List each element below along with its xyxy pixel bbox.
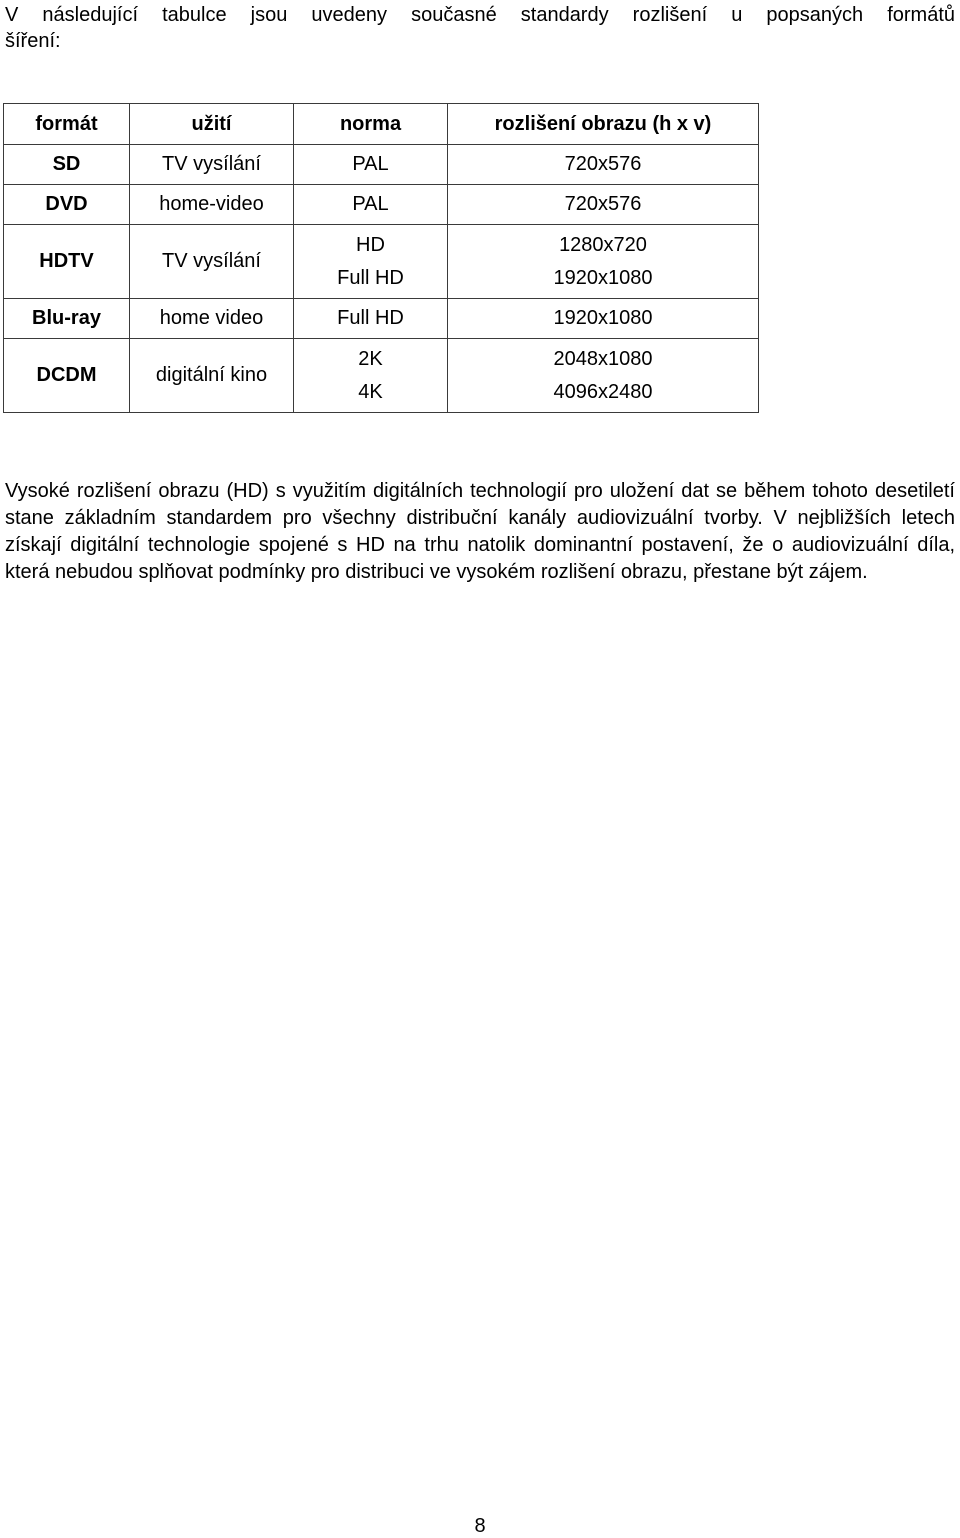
header-resolution: rozlišení obrazu (h x v): [448, 104, 759, 145]
table-row: [4, 185, 759, 225]
formats-table: [3, 103, 759, 413]
cell-resolution: [448, 225, 759, 299]
cell-resolution: 1920x1080: [448, 299, 759, 339]
cell-format: DCDM: [4, 339, 130, 413]
header-norm: norma: [294, 104, 448, 145]
table-row: [4, 299, 759, 339]
resolution-line: 4096x2480: [553, 380, 653, 403]
cell-format: SD: [4, 145, 130, 185]
cell-use: TV vysílání: [130, 225, 294, 299]
cell-use: home-video: [130, 185, 294, 225]
cell-norm: Full HD: [294, 299, 448, 339]
cell-resolution: 720x576: [448, 145, 759, 185]
norm-line: 4K: [358, 380, 383, 403]
intro-line-2: šíření:: [5, 30, 61, 52]
table-row: [4, 339, 759, 413]
cell-norm: [294, 339, 448, 413]
header-format: formát: [4, 104, 130, 145]
table-header-row: [4, 104, 759, 145]
intro-line-1: V následující tabulce jsou uvedeny současné standardy rozlišení u popsaných formátů: [5, 4, 955, 26]
norm-line: 2K: [358, 347, 383, 370]
cell-resolution: [448, 339, 759, 413]
resolution-line: 2048x1080: [553, 347, 653, 370]
cell-resolution: 720x576: [448, 185, 759, 225]
cell-use: home video: [130, 299, 294, 339]
cell-format: DVD: [4, 185, 130, 225]
body-paragraph: Vysoké rozlišení obrazu (HD) s využitím digitálních technologií pro uložení dat se během tohoto desetiletí stane základním standardem pro všechny distribuční kanály audiovizuální tvorby. V nejbližších letech získají digitální technologie spojené s HD na trhu natolik dominantní postavení, že o audiovizuální díla, která nebudou splňovat podmínky pro distribuci ve vysokém rozlišení obrazu, přestane být zájem.: [5, 480, 955, 583]
cell-norm: [294, 225, 448, 299]
table-row: [4, 145, 759, 185]
norm-line: Full HD: [337, 266, 404, 289]
cell-format: HDTV: [4, 225, 130, 299]
resolution-line: 1920x1080: [553, 266, 653, 289]
norm-line: HD: [356, 233, 385, 256]
page-number: 8: [474, 1515, 486, 1537]
table-row: [4, 225, 759, 299]
resolution-line: 1280x720: [559, 233, 647, 256]
cell-norm: PAL: [294, 185, 448, 225]
cell-norm: PAL: [294, 145, 448, 185]
cell-format: Blu-ray: [4, 299, 130, 339]
cell-use: digitální kino: [130, 339, 294, 413]
intro-text: [5, 2, 955, 54]
cell-use: TV vysílání: [130, 145, 294, 185]
header-use: užití: [130, 104, 294, 145]
